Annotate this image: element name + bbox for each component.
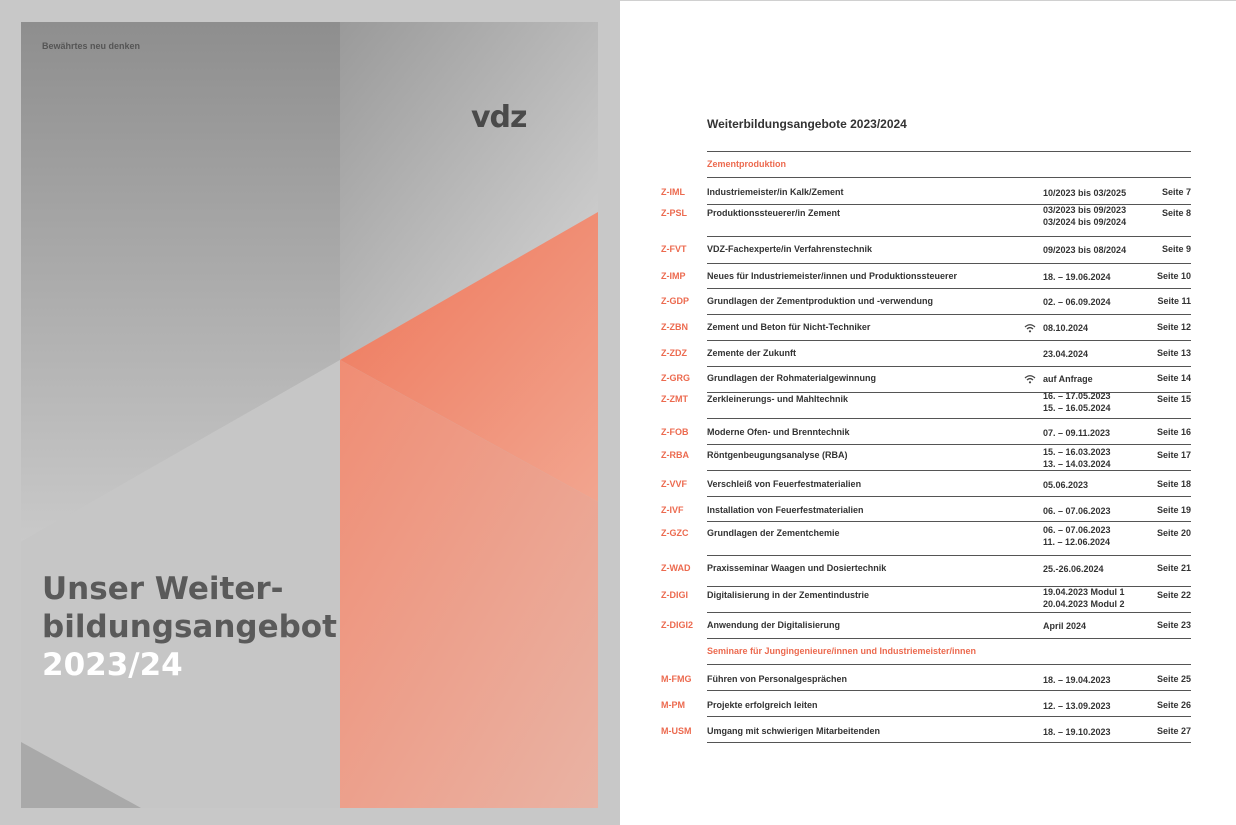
course-date-line: 19.04.2023 Modul 1 <box>1043 587 1125 597</box>
course-date-line: 12. – 13.09.2023 <box>1043 701 1111 711</box>
course-date-line: 03/2023 bis 09/2023 <box>1043 205 1127 215</box>
toc-row[interactable] <box>0 204 1236 236</box>
course-title: Verschleiß von Feuerfestmaterialien <box>707 479 862 489</box>
toc-row[interactable] <box>0 552 1236 586</box>
course-date-line: 06. – 07.06.2023 <box>1043 525 1111 535</box>
toc-row[interactable] <box>0 341 1236 367</box>
course-title: Anwendung der Digitalisierung <box>707 620 841 630</box>
toc-row[interactable] <box>0 667 1236 693</box>
course-date-line: 10/2023 bis 03/2025 <box>1043 188 1127 198</box>
course-dates <box>1043 348 1153 360</box>
toc-row[interactable] <box>0 315 1236 341</box>
course-dates <box>1043 446 1153 470</box>
toc-row[interactable] <box>0 446 1236 472</box>
course-dates <box>1043 726 1153 738</box>
course-title: Installation von Feuerfestmaterialien <box>707 505 864 515</box>
page-reference: Seite 25 <box>1156 674 1191 684</box>
course-title: Zemente der Zukunft <box>707 348 797 358</box>
course-date-line: 18. – 19.04.2023 <box>1043 675 1111 685</box>
course-title: Projekte erfolgreich leiten <box>707 700 818 710</box>
toc-section-title: Seminare für Jungingenieure/innen und Industriemeister/innen <box>707 646 977 656</box>
cover-title-year: 2023/24 <box>42 647 183 683</box>
page-reference: Seite 27 <box>1156 726 1191 736</box>
course-date-line: 13. – 14.03.2024 <box>1043 459 1111 469</box>
online-wifi-icon <box>1024 374 1036 384</box>
course-code: Z-IMP <box>661 271 686 281</box>
course-date-line: 15. – 16.03.2023 <box>1043 447 1111 457</box>
page-reference: Seite 8 <box>1161 208 1191 218</box>
toc-row[interactable] <box>0 472 1236 498</box>
course-code: Z-DIGI2 <box>661 620 694 630</box>
vdz-logo: vdz <box>471 100 527 135</box>
course-date-line: 20.04.2023 Modul 2 <box>1043 599 1125 609</box>
course-code: Z-GRG <box>661 373 690 383</box>
course-title: Produktionssteuerer/in Zement <box>707 208 841 218</box>
toc-divider <box>707 638 1191 639</box>
course-title: VDZ-Fachexperte/in Verfahrenstechnik <box>707 244 873 254</box>
course-date-line: 09/2023 bis 08/2024 <box>1043 245 1127 255</box>
page-reference: Seite 22 <box>1156 590 1191 600</box>
cover-title-line: bildungsangebot <box>42 609 337 645</box>
course-code: Z-GZC <box>661 528 689 538</box>
toc-divider <box>707 177 1191 178</box>
course-dates <box>1043 271 1153 283</box>
course-date-line: 18. – 19.10.2023 <box>1043 727 1111 737</box>
page-reference: Seite 15 <box>1156 394 1191 404</box>
course-title: Umgang mit schwierigen Mitarbeitenden <box>707 726 881 736</box>
course-code: Z-VVF <box>661 479 687 489</box>
course-title: Praxisseminar Waagen und Dosiertechnik <box>707 563 887 573</box>
page-reference: Seite 7 <box>1161 187 1191 197</box>
course-date-line: 05.06.2023 <box>1043 480 1089 490</box>
toc-divider <box>707 151 1191 152</box>
toc-row[interactable] <box>0 693 1236 719</box>
online-wifi-icon <box>1024 323 1036 333</box>
toc-section-title: Zementproduktion <box>707 159 786 169</box>
page-reference: Seite 19 <box>1156 505 1191 515</box>
course-date-line: 11. – 12.06.2024 <box>1043 537 1111 547</box>
course-date-line: 08.10.2024 <box>1043 323 1089 333</box>
toc-row[interactable] <box>0 390 1236 420</box>
course-title: Zerkleinerungs- und Mahltechnik <box>707 394 849 404</box>
course-date-line: 02. – 06.09.2024 <box>1043 297 1111 307</box>
course-dates <box>1043 390 1153 414</box>
toc-row[interactable] <box>0 614 1236 638</box>
course-title: Grundlagen der Zementproduktion und -verwendung <box>707 296 934 306</box>
course-title: Röntgenbeugungsanalyse (RBA) <box>707 450 848 460</box>
toc-heading: Weiterbildungsangebote 2023/2024 <box>707 117 907 131</box>
course-title: Zement und Beton für Nicht-Techniker <box>707 322 871 332</box>
page-reference: Seite 26 <box>1156 700 1191 710</box>
toc-row[interactable] <box>0 181 1236 204</box>
course-dates <box>1043 620 1153 632</box>
course-title: Grundlagen der Rohmaterialgewinnung <box>707 373 877 383</box>
toc-row[interactable] <box>0 586 1236 614</box>
cover-title-line: Unser Weiter- <box>42 571 284 607</box>
toc-row[interactable] <box>0 719 1236 745</box>
page-reference: Seite 18 <box>1156 479 1191 489</box>
course-date-line: 16. – 17.05.2023 <box>1043 391 1111 401</box>
page-top-border <box>620 0 1236 1</box>
course-code: Z-DIGI <box>661 590 688 600</box>
course-title: Moderne Ofen- und Brenntechnik <box>707 427 850 437</box>
cover-tagline: Bewährtes neu denken <box>42 41 141 51</box>
course-dates <box>1043 204 1153 228</box>
toc-row[interactable] <box>0 420 1236 446</box>
page-reference: Seite 10 <box>1156 271 1191 281</box>
course-date-line: 07. – 09.11.2023 <box>1043 428 1111 438</box>
course-code: Z-RBA <box>661 450 689 460</box>
course-dates <box>1043 427 1153 439</box>
page-reference: Seite 21 <box>1156 563 1191 573</box>
course-code: Z-PSL <box>661 208 687 218</box>
course-date-line: 06. – 07.06.2023 <box>1043 506 1111 516</box>
course-dates <box>1043 524 1153 548</box>
page-reference: Seite 9 <box>1161 244 1191 254</box>
page-reference: Seite 23 <box>1156 620 1191 630</box>
page-reference: Seite 14 <box>1156 373 1191 383</box>
course-code: Z-ZBN <box>661 322 688 332</box>
course-dates <box>1043 505 1153 517</box>
course-dates <box>1043 322 1153 334</box>
course-dates <box>1043 373 1153 385</box>
course-code: M-USM <box>661 726 692 736</box>
toc-row[interactable] <box>0 367 1236 390</box>
page-reference: Seite 20 <box>1156 528 1191 538</box>
page-reference: Seite 16 <box>1156 427 1191 437</box>
page-reference: Seite 12 <box>1156 322 1191 332</box>
course-code: Z-IML <box>661 187 685 197</box>
course-code: Z-IVF <box>661 505 684 515</box>
toc-divider <box>707 664 1191 665</box>
course-dates <box>1043 674 1153 686</box>
course-dates <box>1043 586 1153 610</box>
course-date-line: auf Anfrage <box>1043 374 1093 384</box>
toc-row[interactable] <box>0 498 1236 524</box>
toc-row[interactable] <box>0 289 1236 315</box>
course-title: Grundlagen der Zementchemie <box>707 528 840 538</box>
page-reference: Seite 13 <box>1156 348 1191 358</box>
course-dates <box>1043 700 1153 712</box>
course-code: Z-ZMT <box>661 394 688 404</box>
course-dates <box>1043 244 1153 256</box>
course-code: Z-GDP <box>661 296 689 306</box>
course-date-line: 23.04.2024 <box>1043 349 1089 359</box>
page-reference: Seite 11 <box>1157 296 1191 306</box>
toc-row[interactable] <box>0 236 1236 264</box>
course-date-line: 25.-26.06.2024 <box>1043 564 1104 574</box>
course-dates <box>1043 479 1153 491</box>
course-code: M-PM <box>661 700 685 710</box>
course-dates <box>1043 296 1153 308</box>
course-dates <box>1043 187 1153 199</box>
course-date-line: 18. – 19.06.2024 <box>1043 272 1111 282</box>
course-date-line: April 2024 <box>1043 621 1087 631</box>
course-dates <box>1043 563 1153 575</box>
course-date-line: 03/2024 bis 09/2024 <box>1043 217 1127 227</box>
toc-row[interactable] <box>0 524 1236 552</box>
course-date-line: 15. – 16.05.2024 <box>1043 403 1111 413</box>
course-title: Führen von Personalgesprächen <box>707 674 848 684</box>
course-code: M-FMG <box>661 674 692 684</box>
course-code: Z-FOB <box>661 427 689 437</box>
toc-row[interactable] <box>0 264 1236 289</box>
page-reference: Seite 17 <box>1156 450 1191 460</box>
course-code: Z-WAD <box>661 563 691 573</box>
course-title: Digitalisierung in der Zementindustrie <box>707 590 870 600</box>
course-title: Neues für Industriemeister/innen und Produktionssteuerer <box>707 271 958 281</box>
course-code: Z-ZDZ <box>661 348 687 358</box>
course-code: Z-FVT <box>661 244 687 254</box>
course-title: Industriemeister/in Kalk/Zement <box>707 187 844 197</box>
